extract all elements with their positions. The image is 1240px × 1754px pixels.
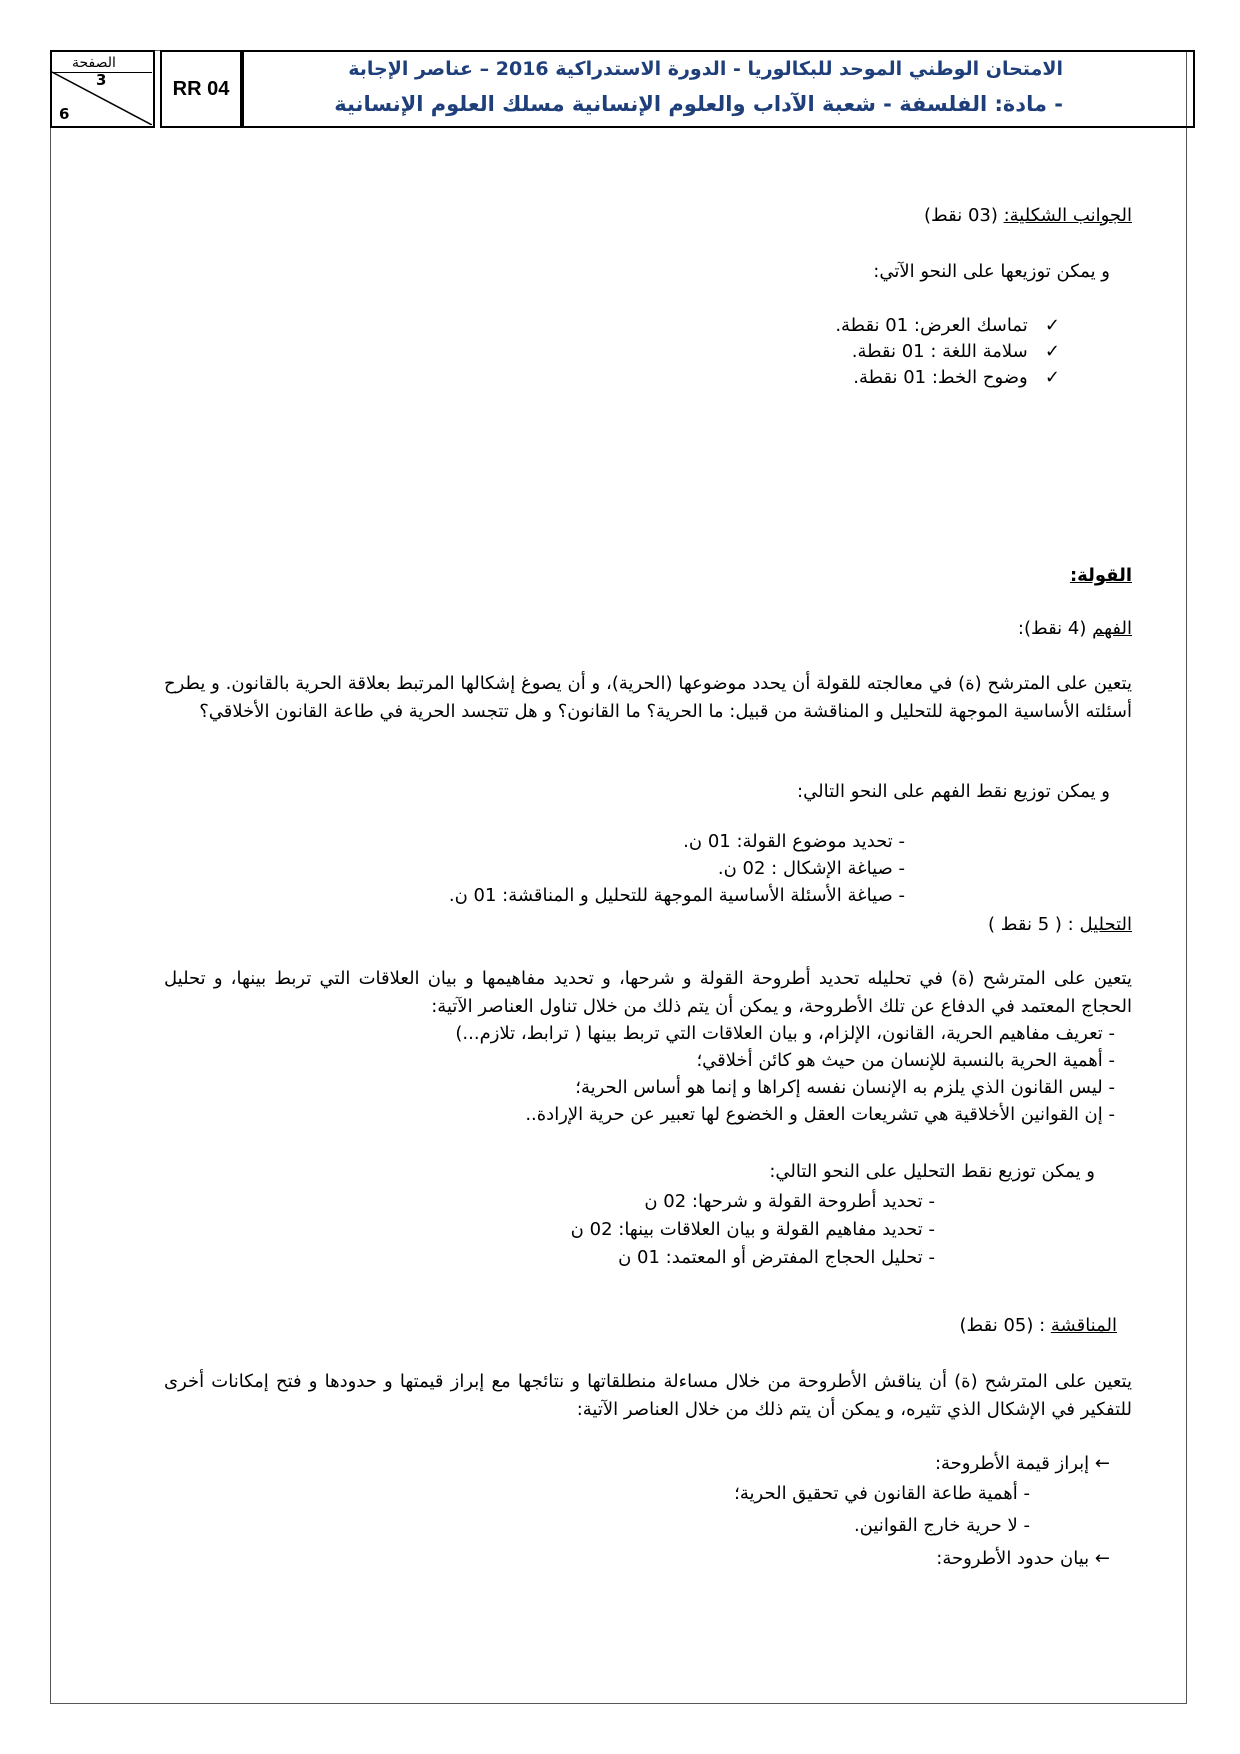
formal-item: ✓ وضوح الخط: 01 نقطة.: [853, 367, 1060, 388]
value-item: - لا حرية خارج القوانين.: [853, 1515, 1030, 1536]
analysis-element: - إن القوانين الأخلاقية هي تشريعات العقل و الخضوع لها تعبير عن حرية الإرادة..: [525, 1104, 1115, 1125]
header-title-box: [242, 50, 1195, 128]
analysis-heading: التحليل: [1079, 914, 1132, 935]
header-title-line-1: الامتحان الوطني الموحد للبكالوريا - الدورة الاستدراكية 2016 – عناصر الإجابة: [348, 58, 1063, 80]
formal-points: (03 نقط): [923, 205, 1004, 226]
page-label: الصفحة: [72, 55, 116, 71]
discussion-points: : (05 نقط): [959, 1315, 1051, 1336]
statement-heading: القولة:: [1069, 565, 1132, 586]
formal-item: ✓ تماسك العرض: 01 نقطة.: [835, 315, 1060, 336]
formal-section-title: [924, 204, 1132, 228]
analysis-item: - تحديد مفاهيم القولة و بيان العلاقات بينها: 02 ن: [570, 1219, 935, 1240]
understanding-item: - صياغة الإشكال : 02 ن.: [717, 858, 905, 879]
analysis-paragraph: يتعين على المترشح (ة) في تحليله تحديد أطروحة القولة و شرحها، و تحديد مفاهيمها و بيان العلاقات التي تربط بينها، و تحليل الحجاج المعتمد في الدفاع عن تلك الأطروحة، و يمكن أن يتم ذلك من خلال تناول العناصر الآتية:: [164, 968, 1132, 1017]
analysis-element: - تعريف مفاهيم الحرية، القانون، الإلزام، و بيان العلاقات التي تربط بينها ( ترابط، تلازم...): [455, 1023, 1115, 1044]
formal-intro: و يمكن توزيعها على النحو الآتي:: [873, 261, 1110, 282]
limits-heading: ← بيان حدود الأطروحة:: [936, 1548, 1110, 1569]
understanding-points: (4 نقط):: [1017, 618, 1093, 639]
value-heading: ← إبراز قيمة الأطروحة:: [934, 1453, 1110, 1474]
check-icon: ✓: [1044, 315, 1060, 336]
analysis-title: [988, 913, 1132, 937]
analysis-intro: و يمكن توزيع نقط التحليل على النحو التالي:: [769, 1161, 1095, 1182]
analysis-item: - تحليل الحجاج المفترض أو المعتمد: 01 ن: [618, 1247, 935, 1268]
understanding-paragraph: يتعين على المترشح (ة) في معالجته للقولة أن يحدد موضوعها (الحرية)، و أن يصوغ إشكالها المرتبط بعلاقة الحرية بالقانون. و يطرح أسئلته الأساسية الموجهة للتحليل و المناقشة من قبيل: ما الحرية؟ ما القانون؟ و هل تتجسد الحرية في طاعة القانون الأخلاقي؟: [164, 673, 1132, 722]
formal-item: ✓ سلامة اللغة : 01 نقطة.: [851, 341, 1060, 362]
discussion-title: [959, 1314, 1117, 1338]
exam-code: RR 04: [172, 77, 230, 100]
understanding-intro: و يمكن توزيع نقط الفهم على النحو التالي:: [797, 781, 1110, 802]
discussion-heading: المناقشة: [1050, 1315, 1117, 1336]
page-total: 6: [59, 105, 70, 123]
discussion-paragraph: يتعين على المترشح (ة) أن يناقش الأطروحة من خلال مساءلة منطلقاتها و نتائجها مع إبراز قيمتها و حدودها و فتح إمكانات أخرى للتفكير في الإشكال الذي تثيره، و يمكن أن يتم ذلك من خلال العناصر الآتية:: [164, 1371, 1132, 1420]
check-icon: ✓: [1044, 341, 1060, 362]
formal-heading: الجوانب الشكلية:: [1003, 205, 1132, 226]
understanding-item: - تحديد موضوع القولة: 01 ن.: [683, 831, 905, 852]
analysis-item: - تحديد أطروحة القولة و شرحها: 02 ن: [644, 1191, 935, 1212]
page-number: 3: [96, 71, 107, 89]
exam-code-box: [160, 50, 242, 128]
value-item: - أهمية طاعة القانون في تحقيق الحرية؛: [734, 1483, 1030, 1504]
understanding-title: [1018, 617, 1132, 641]
understanding-heading: الفهم: [1092, 618, 1132, 639]
analysis-element: - أهمية الحرية بالنسبة للإنسان من حيث هو كائن أخلاقي؛: [696, 1050, 1115, 1071]
analysis-points: : ( 5 نقط ): [988, 914, 1080, 935]
page-number-box: [50, 50, 155, 128]
header-title-line-2: - مادة: الفلسفة - شعبة الآداب والعلوم الإنسانية مسلك العلوم الإنسانية: [334, 92, 1063, 116]
analysis-element: - ليس القانون الذي يلزم به الإنسان نفسه إكراها و إنما هو أساس الحرية؛: [575, 1077, 1115, 1098]
understanding-item: - صياغة الأسئلة الأساسية الموجهة للتحليل و المناقشة: 01 ن.: [448, 885, 905, 906]
check-icon: ✓: [1044, 367, 1060, 388]
